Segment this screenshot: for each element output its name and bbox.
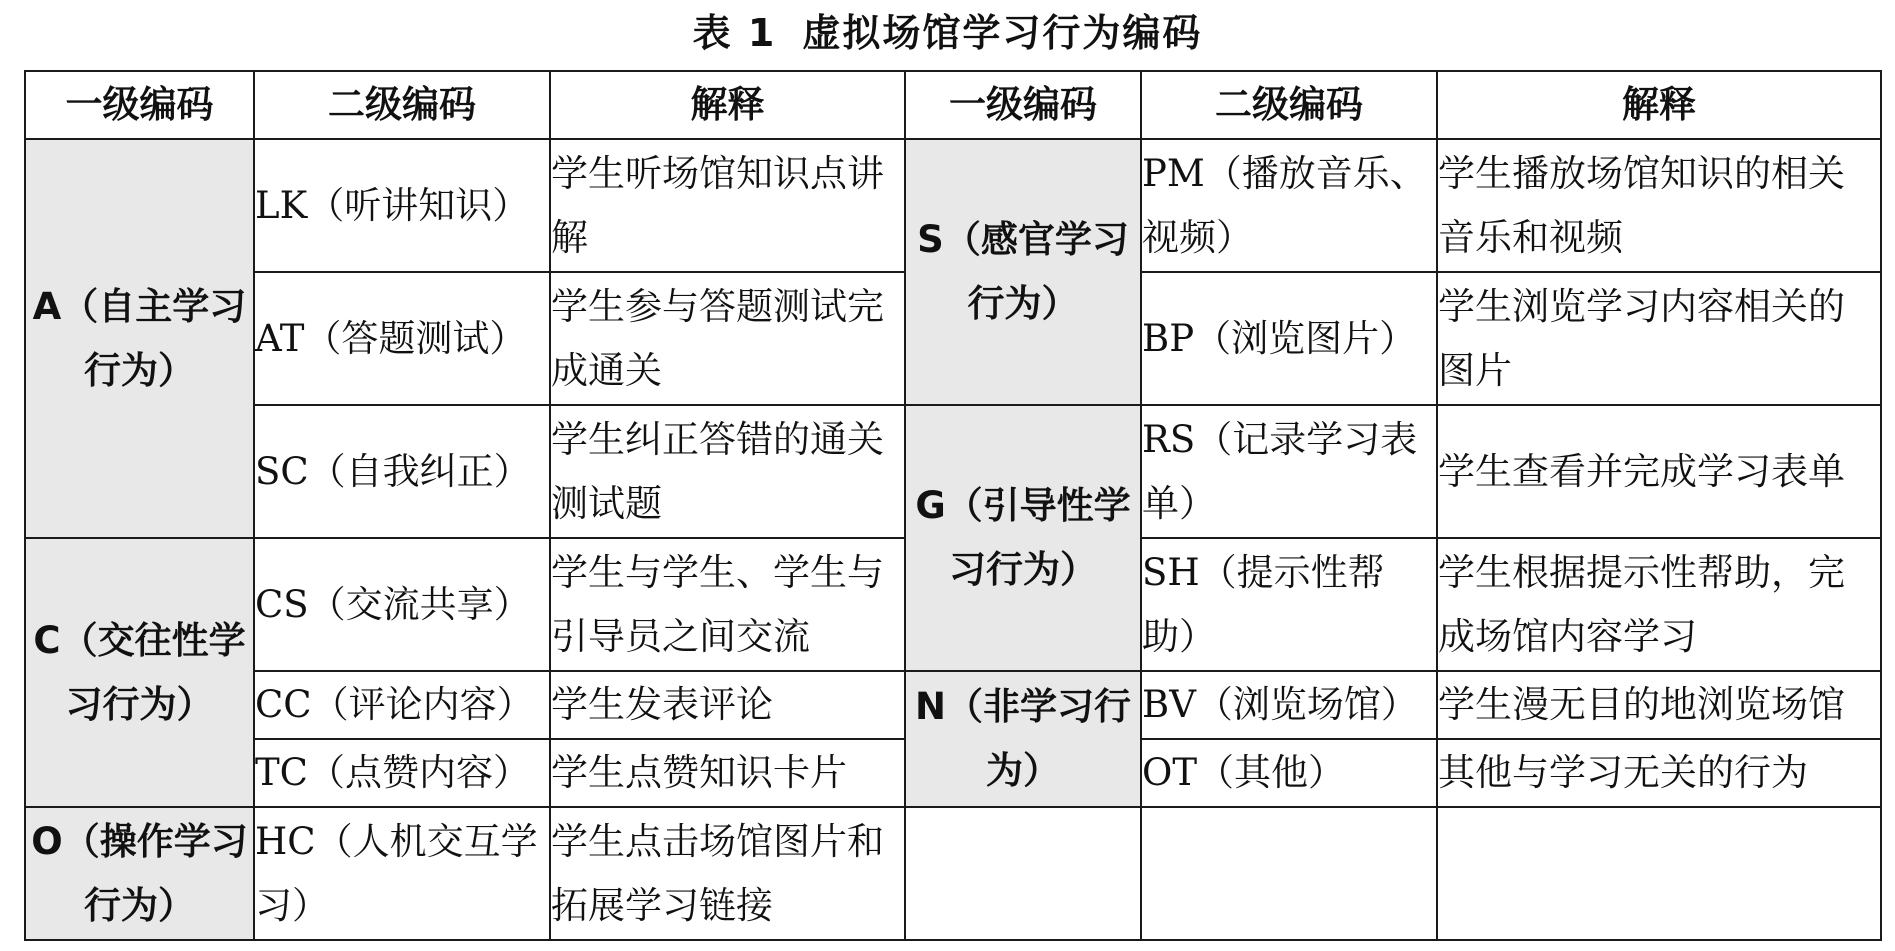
explanation-cell: 其他与学习无关的行为 <box>1437 739 1881 807</box>
explanation-cell: 学生播放场馆知识的相关音乐和视频 <box>1437 139 1881 272</box>
explanation-cell: 学生纠正答错的通关测试题 <box>550 405 905 538</box>
category-a: A（自主学习行为） <box>25 139 254 538</box>
category-g: G（引导性学习行为） <box>905 405 1141 671</box>
category-n: N（非学习行为） <box>905 671 1141 807</box>
code-cell: TC（点赞内容） <box>254 739 550 807</box>
header-level1-left: 一级编码 <box>25 71 254 139</box>
code-cell: RS（记录学习表单） <box>1141 405 1437 538</box>
code-cell: OT（其他） <box>1141 739 1437 807</box>
explanation-cell: 学生参与答题测试完成通关 <box>550 272 905 405</box>
category-c: C（交往性学习行为） <box>25 538 254 807</box>
category-s: S（感官学习行为） <box>905 139 1141 405</box>
header-row <box>25 71 1881 139</box>
code-cell: SH（提示性帮助） <box>1141 538 1437 671</box>
empty-cell <box>905 807 1141 940</box>
table-title: 虚拟场馆学习行为编码 <box>802 11 1203 55</box>
empty-cell <box>1437 807 1881 940</box>
explanation-cell: 学生点赞知识卡片 <box>550 739 905 807</box>
code-cell: CS（交流共享） <box>254 538 550 671</box>
explanation-cell: 学生点击场馆图片和拓展学习链接 <box>550 807 905 940</box>
code-cell: BV（浏览场馆） <box>1141 671 1437 739</box>
explanation-cell: 学生漫无目的地浏览场馆 <box>1437 671 1881 739</box>
code-cell: CC（评论内容） <box>254 671 550 739</box>
code-cell: BP（浏览图片） <box>1141 272 1437 405</box>
category-o: O（操作学习行为） <box>25 807 254 940</box>
table-row <box>25 671 1881 739</box>
explanation-cell: 学生与学生、学生与引导员之间交流 <box>550 538 905 671</box>
header-level1-right: 一级编码 <box>905 71 1141 139</box>
code-cell: AT（答题测试） <box>254 272 550 405</box>
header-level2-left: 二级编码 <box>254 71 550 139</box>
table-row <box>25 807 1881 940</box>
explanation-cell: 学生听场馆知识点讲解 <box>550 139 905 272</box>
header-explanation-right: 解释 <box>1437 71 1881 139</box>
table-number: 表 1 <box>692 11 777 55</box>
empty-cell <box>1141 807 1437 940</box>
code-cell: LK（听讲知识） <box>254 139 550 272</box>
code-cell: HC（人机交互学习） <box>254 807 550 940</box>
explanation-cell: 学生查看并完成学习表单 <box>1437 405 1881 538</box>
explanation-cell: 学生浏览学习内容相关的图片 <box>1437 272 1881 405</box>
table-row <box>25 139 1881 272</box>
table-row <box>25 405 1881 538</box>
table-caption <box>0 8 1895 58</box>
explanation-cell: 学生根据提示性帮助，完成场馆内容学习 <box>1437 538 1881 671</box>
header-level2-right: 二级编码 <box>1141 71 1437 139</box>
explanation-cell: 学生发表评论 <box>550 671 905 739</box>
code-cell: SC（自我纠正） <box>254 405 550 538</box>
header-explanation-left: 解释 <box>550 71 905 139</box>
code-cell: PM（播放音乐、视频） <box>1141 139 1437 272</box>
behavior-coding-table <box>24 70 1882 941</box>
